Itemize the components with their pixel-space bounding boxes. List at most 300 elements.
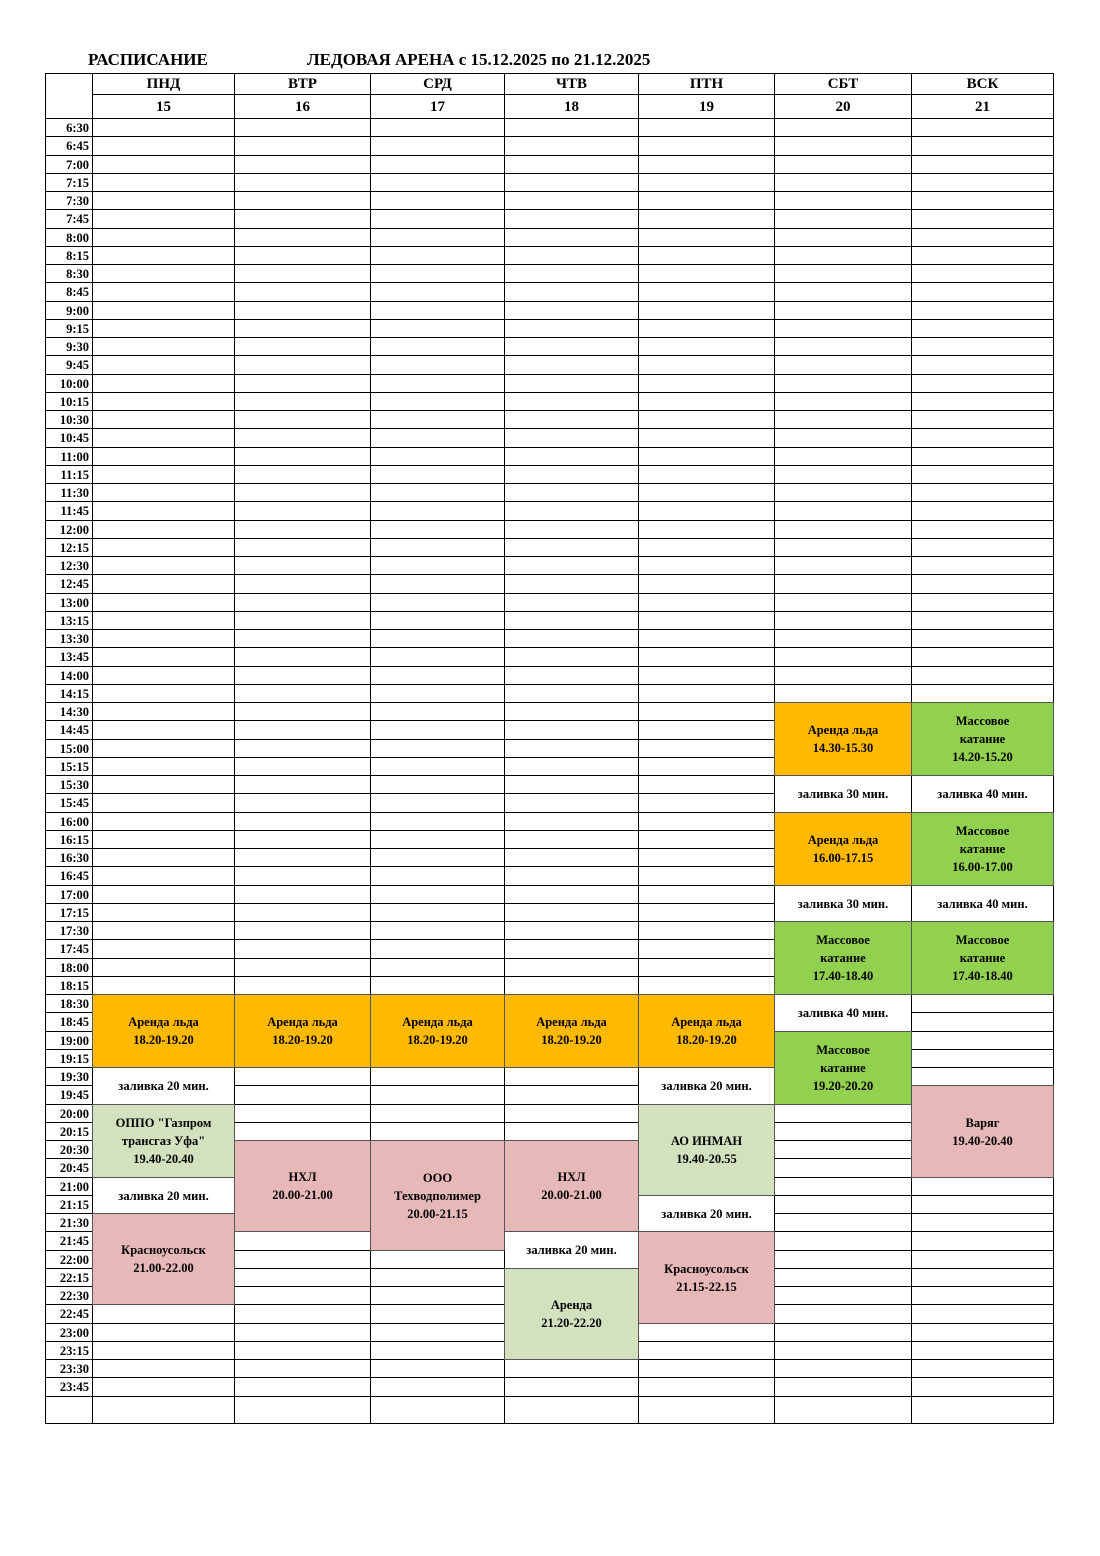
grid-line — [504, 903, 639, 904]
day-name-5: ПТН — [689, 76, 724, 92]
grid-line — [911, 1231, 1054, 1232]
grid-line — [234, 337, 371, 338]
grid-line — [911, 1268, 1054, 1269]
grid-line — [638, 191, 775, 192]
event-block: АО ИНМАН 19.40-20.55 — [638, 1104, 775, 1196]
grid-line — [45, 118, 1054, 119]
grid-line — [234, 228, 371, 229]
grid-line — [370, 1085, 505, 1086]
grid-line — [370, 1377, 505, 1378]
grid-line — [504, 191, 639, 192]
grid-line — [370, 757, 505, 758]
time-slot-label: 16:00 — [59, 814, 89, 829]
grid-line — [234, 556, 371, 557]
grid-line — [234, 848, 371, 849]
time-slot-label: 17:15 — [59, 905, 89, 920]
grid-line — [638, 337, 775, 338]
grid-line — [92, 702, 235, 703]
time-slot-label: 16:15 — [59, 832, 89, 847]
day-date-6: 20 — [835, 98, 851, 115]
grid-line — [234, 209, 371, 210]
grid-line — [638, 1396, 775, 1397]
grid-line — [911, 538, 1054, 539]
ice-resurfacing-note: заливка 20 мин. — [505, 1232, 638, 1268]
grid-line — [911, 319, 1054, 320]
grid-line — [92, 739, 235, 740]
grid-line — [911, 337, 1054, 338]
grid-line — [370, 848, 505, 849]
time-slot-label: 20:15 — [59, 1124, 89, 1139]
grid-line — [234, 282, 371, 283]
grid-line — [92, 593, 235, 594]
grid-line — [774, 1377, 912, 1378]
grid-line — [774, 1304, 912, 1305]
grid-line — [638, 684, 775, 685]
grid-line — [234, 1377, 371, 1378]
time-slot-label: 11:30 — [60, 485, 89, 500]
grid-line — [911, 264, 1054, 265]
grid-line — [638, 501, 775, 502]
grid-line — [370, 574, 505, 575]
grid-line — [92, 684, 235, 685]
grid-line — [911, 574, 1054, 575]
time-slot-label: 22:45 — [59, 1306, 89, 1321]
grid-line — [774, 191, 912, 192]
grid-line — [234, 611, 371, 612]
grid-line — [504, 885, 639, 886]
time-slot-label: 12:45 — [59, 576, 89, 591]
grid-line — [370, 611, 505, 612]
grid-line — [92, 720, 235, 721]
time-slot-label: 22:30 — [59, 1288, 89, 1303]
grid-line — [638, 629, 775, 630]
grid-line — [504, 702, 639, 703]
grid-line — [92, 1359, 235, 1360]
grid-line — [370, 629, 505, 630]
time-slot-label: 12:30 — [59, 558, 89, 573]
day-name-4: ЧТВ — [555, 76, 588, 92]
grid-line — [504, 374, 639, 375]
grid-line — [234, 1250, 371, 1251]
grid-line — [911, 1012, 1054, 1013]
grid-line — [504, 465, 639, 466]
grid-line — [911, 1341, 1054, 1342]
day-date-4: 18 — [564, 98, 579, 115]
grid-line — [911, 1304, 1054, 1305]
grid-line — [234, 1396, 371, 1397]
time-slot-label: 19:15 — [59, 1051, 89, 1066]
grid-line — [370, 209, 505, 210]
grid-line — [504, 483, 639, 484]
grid-line — [234, 666, 371, 667]
grid-line — [911, 1067, 1054, 1068]
grid-line — [504, 447, 639, 448]
time-slot-label: 12:15 — [59, 540, 89, 555]
grid-line — [911, 1286, 1054, 1287]
time-slot-label: 13:15 — [59, 613, 89, 628]
grid-line — [638, 611, 775, 612]
grid-line — [504, 830, 639, 831]
grid-line — [92, 976, 235, 977]
time-slot-label: 18:45 — [59, 1014, 89, 1029]
grid-line — [774, 611, 912, 612]
grid-line — [92, 282, 235, 283]
time-slot-label: 23:00 — [59, 1325, 89, 1340]
event-block: Красноусольск 21.15-22.15 — [638, 1231, 775, 1324]
grid-line — [92, 793, 235, 794]
grid-line — [638, 921, 775, 922]
event-block: Аренда льда 18.20-19.20 — [504, 994, 639, 1068]
grid-line — [370, 501, 505, 502]
grid-line — [638, 757, 775, 758]
time-slot-label: 11:00 — [60, 449, 89, 464]
grid-line — [92, 191, 235, 192]
grid-line — [234, 374, 371, 375]
grid-line — [234, 757, 371, 758]
grid-line — [774, 301, 912, 302]
event-block: Аренда льда 18.20-19.20 — [92, 994, 235, 1068]
grid-line — [92, 1323, 235, 1324]
grid-line — [638, 647, 775, 648]
grid-line — [370, 684, 505, 685]
grid-line — [504, 757, 639, 758]
grid-line — [504, 593, 639, 594]
time-slot-label: 7:30 — [66, 193, 89, 208]
grid-line — [774, 483, 912, 484]
grid-line — [774, 684, 912, 685]
grid-line — [638, 428, 775, 429]
time-slot-label: 19:45 — [59, 1087, 89, 1102]
grid-line — [504, 264, 639, 265]
grid-line — [504, 1396, 639, 1397]
day-name-2: ВТР — [288, 76, 317, 92]
grid-line — [504, 775, 639, 776]
ice-resurfacing-note: заливка 20 мин. — [639, 1196, 774, 1231]
grid-line — [504, 812, 639, 813]
grid-line — [234, 155, 371, 156]
grid-line — [638, 775, 775, 776]
grid-line — [234, 866, 371, 867]
grid-line — [774, 1158, 912, 1159]
grid-line — [504, 337, 639, 338]
grid-line — [774, 410, 912, 411]
time-slot-label: 10:30 — [59, 412, 89, 427]
time-slot-label: 17:00 — [59, 887, 89, 902]
grid-line — [92, 264, 235, 265]
grid-line — [638, 374, 775, 375]
time-slot-label: 13:45 — [59, 649, 89, 664]
grid-line — [504, 866, 639, 867]
grid-line — [774, 574, 912, 575]
grid-line — [638, 939, 775, 940]
grid-line — [638, 1341, 775, 1342]
grid-line — [370, 812, 505, 813]
grid-line — [370, 976, 505, 977]
event-block: ООО Техводполимер 20.00-21.15 — [370, 1140, 505, 1251]
grid-line — [774, 136, 912, 137]
grid-line — [638, 556, 775, 557]
grid-line — [92, 775, 235, 776]
grid-line — [774, 264, 912, 265]
grid-line — [234, 428, 371, 429]
grid-line — [504, 574, 639, 575]
grid-line — [370, 1122, 505, 1123]
grid-line — [911, 191, 1054, 192]
grid-line — [92, 647, 235, 648]
time-slot-label: 9:15 — [66, 321, 89, 336]
grid-line — [234, 885, 371, 886]
grid-line — [504, 392, 639, 393]
grid-line — [234, 191, 371, 192]
grid-line — [504, 976, 639, 977]
grid-line — [92, 885, 235, 886]
grid-line — [370, 647, 505, 648]
grid-line — [504, 538, 639, 539]
grid-line — [638, 447, 775, 448]
grid-line — [911, 1323, 1054, 1324]
grid-line — [774, 520, 912, 521]
time-slot-label: 10:45 — [59, 430, 89, 445]
ice-resurfacing-note: заливка 30 мин. — [775, 886, 911, 921]
grid-line — [504, 720, 639, 721]
grid-line — [911, 1195, 1054, 1196]
grid-line — [638, 1359, 775, 1360]
grid-line — [911, 465, 1054, 466]
grid-line — [638, 136, 775, 137]
grid-line — [774, 228, 912, 229]
event-block: НХЛ 20.00-21.00 — [504, 1140, 639, 1232]
grid-line — [92, 447, 235, 448]
grid-line — [370, 1359, 505, 1360]
grid-line — [370, 337, 505, 338]
grid-line — [370, 246, 505, 247]
grid-line — [370, 428, 505, 429]
grid-line — [911, 483, 1054, 484]
time-slot-label: 15:45 — [59, 795, 89, 810]
ice-resurfacing-note: заливка 20 мин. — [93, 1068, 234, 1104]
grid-line — [92, 848, 235, 849]
grid-line — [774, 1231, 912, 1232]
grid-line — [370, 1104, 505, 1105]
grid-line — [911, 173, 1054, 174]
grid-line — [370, 939, 505, 940]
ice-resurfacing-note: заливка 40 мин. — [912, 886, 1053, 921]
grid-line — [911, 374, 1054, 375]
grid-line — [234, 264, 371, 265]
event-block: Массовое катание 19.20-20.20 — [774, 1031, 912, 1105]
grid-line — [370, 191, 505, 192]
grid-line — [92, 465, 235, 466]
grid-line — [638, 483, 775, 484]
time-slot-label: 19:00 — [59, 1033, 89, 1048]
grid-line — [911, 611, 1054, 612]
grid-line — [92, 520, 235, 521]
day-date-2: 16 — [295, 98, 310, 115]
grid-line — [911, 392, 1054, 393]
grid-line — [504, 684, 639, 685]
time-slot-label: 16:30 — [59, 850, 89, 865]
grid-line — [234, 538, 371, 539]
grid-line — [504, 228, 639, 229]
grid-line — [370, 958, 505, 959]
time-slot-label: 14:45 — [59, 722, 89, 737]
grid-line — [638, 155, 775, 156]
grid-line — [92, 355, 235, 356]
grid-line — [911, 1031, 1054, 1032]
grid-line — [504, 647, 639, 648]
grid-line — [774, 282, 912, 283]
grid-line — [638, 301, 775, 302]
grid-line — [92, 155, 235, 156]
grid-line — [774, 155, 912, 156]
grid-line — [774, 1323, 912, 1324]
grid-line — [45, 1396, 93, 1397]
event-block: Массовое катание 17.40-18.40 — [774, 921, 912, 995]
grid-line — [92, 812, 235, 813]
grid-line — [638, 830, 775, 831]
grid-line — [638, 903, 775, 904]
grid-line — [504, 1104, 639, 1105]
grid-line — [370, 355, 505, 356]
grid-line — [911, 684, 1054, 685]
grid-line — [92, 337, 235, 338]
grid-line — [638, 410, 775, 411]
grid-line — [911, 246, 1054, 247]
grid-line — [370, 538, 505, 539]
time-slot-label: 19:30 — [59, 1069, 89, 1084]
grid-line — [504, 793, 639, 794]
grid-line — [234, 1085, 371, 1086]
ice-resurfacing-note: заливка 30 мин. — [775, 776, 911, 812]
grid-line — [234, 1359, 371, 1360]
day-name-3: СРД — [423, 76, 452, 92]
time-slot-label: 6:45 — [66, 138, 89, 153]
grid-line — [504, 1122, 639, 1123]
grid-line — [370, 666, 505, 667]
time-slot-label: 20:30 — [59, 1142, 89, 1157]
grid-line — [45, 1423, 1054, 1424]
grid-line — [774, 647, 912, 648]
grid-line — [504, 319, 639, 320]
grid-line — [370, 903, 505, 904]
grid-line — [911, 355, 1054, 356]
grid-line — [774, 1341, 912, 1342]
event-block: Массовое катание 14.20-15.20 — [911, 702, 1054, 776]
grid-line — [234, 392, 371, 393]
grid-line — [370, 173, 505, 174]
grid-line — [504, 428, 639, 429]
time-slot-label: 15:30 — [59, 777, 89, 792]
time-slot-label: 11:15 — [60, 467, 89, 482]
grid-line — [774, 209, 912, 210]
day-name-7: ВСК — [966, 76, 999, 92]
grid-line — [92, 1396, 235, 1397]
time-slot-label: 17:45 — [59, 941, 89, 956]
day-date-7: 21 — [975, 98, 990, 115]
grid-line — [92, 428, 235, 429]
grid-line — [234, 830, 371, 831]
time-slot-label: 9:45 — [66, 357, 89, 372]
grid-line — [911, 228, 1054, 229]
grid-line — [638, 720, 775, 721]
day-date-1: 15 — [156, 98, 171, 115]
grid-line — [92, 173, 235, 174]
time-slot-label: 21:00 — [59, 1179, 89, 1194]
ice-resurfacing-note: заливка 40 мин. — [775, 995, 911, 1031]
time-slot-label: 22:00 — [59, 1252, 89, 1267]
grid-line — [234, 647, 371, 648]
time-slot-label: 21:30 — [59, 1215, 89, 1230]
grid-line — [370, 866, 505, 867]
grid-line — [370, 702, 505, 703]
grid-line — [370, 921, 505, 922]
grid-line — [638, 264, 775, 265]
grid-line — [92, 1341, 235, 1342]
grid-line — [638, 282, 775, 283]
grid-line — [774, 355, 912, 356]
grid-line — [774, 428, 912, 429]
grid-line — [92, 830, 235, 831]
ice-resurfacing-note: заливка 20 мин. — [639, 1068, 774, 1104]
grid-line — [234, 501, 371, 502]
grid-line — [370, 720, 505, 721]
grid-line — [370, 282, 505, 283]
grid-line — [234, 1341, 371, 1342]
grid-line — [370, 1268, 505, 1269]
grid-line — [92, 538, 235, 539]
grid-line — [504, 958, 639, 959]
grid-line — [370, 1341, 505, 1342]
event-block: Аренда льда 18.20-19.20 — [638, 994, 775, 1068]
grid-line — [911, 556, 1054, 557]
grid-line — [92, 501, 235, 502]
grid-line — [92, 866, 235, 867]
grid-line — [92, 666, 235, 667]
time-slot-label: 8:00 — [66, 230, 89, 245]
grid-line — [370, 301, 505, 302]
grid-line — [774, 1396, 912, 1397]
grid-line — [911, 155, 1054, 156]
grid-line — [92, 319, 235, 320]
grid-line — [234, 629, 371, 630]
grid-line — [234, 483, 371, 484]
grid-line — [504, 246, 639, 247]
event-block: Аренда льда 14.30-15.30 — [774, 702, 912, 776]
grid-line — [638, 593, 775, 594]
grid-line — [911, 501, 1054, 502]
grid-line — [911, 447, 1054, 448]
grid-line — [504, 848, 639, 849]
grid-line — [370, 520, 505, 521]
time-slot-label: 14:15 — [59, 686, 89, 701]
grid-line — [370, 228, 505, 229]
time-slot-label: 23:30 — [59, 1361, 89, 1376]
time-slot-label: 18:30 — [59, 996, 89, 1011]
grid-line — [911, 1359, 1054, 1360]
grid-line — [370, 374, 505, 375]
grid-line — [234, 939, 371, 940]
grid-line — [234, 410, 371, 411]
grid-line — [370, 793, 505, 794]
grid-line — [370, 556, 505, 557]
grid-line — [234, 1268, 371, 1269]
grid-line — [234, 739, 371, 740]
time-slot-label: 21:15 — [59, 1197, 89, 1212]
grid-line — [234, 1104, 371, 1105]
grid-line — [234, 465, 371, 466]
grid-line — [774, 593, 912, 594]
grid-line — [638, 866, 775, 867]
